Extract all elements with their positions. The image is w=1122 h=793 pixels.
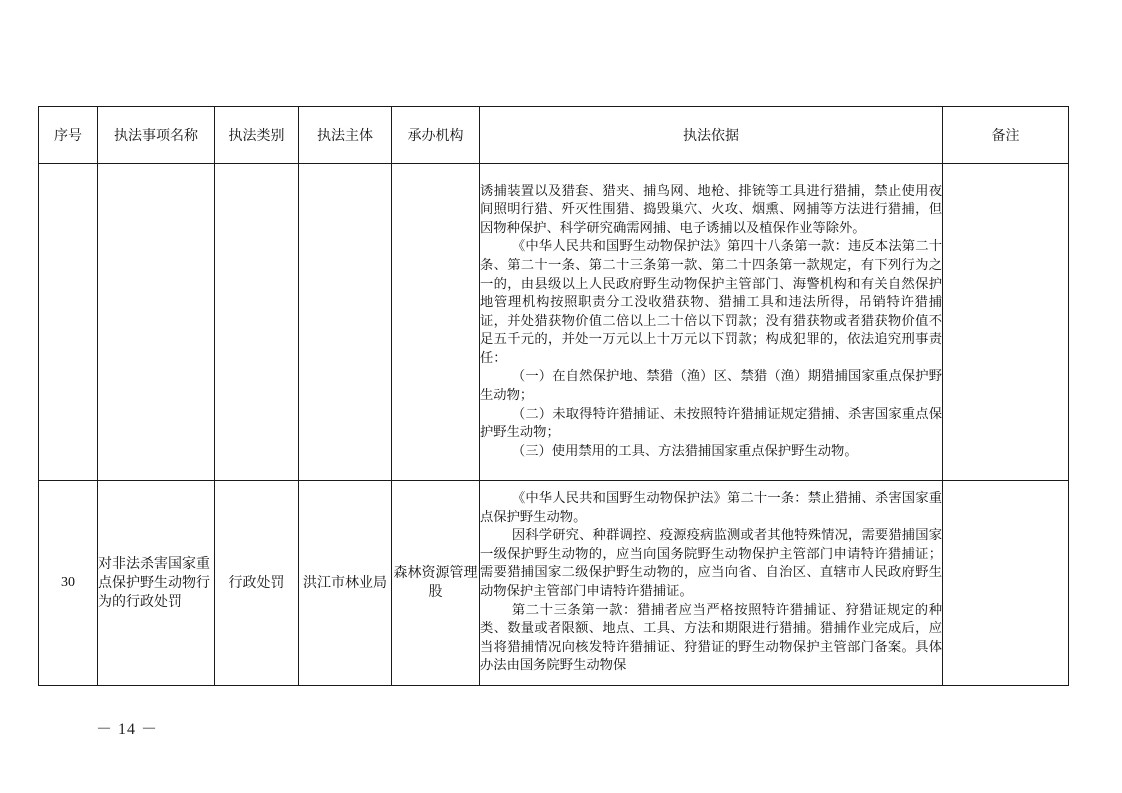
item-name-cell bbox=[98, 164, 215, 481]
seq-cell bbox=[39, 164, 98, 481]
item-name-cell: 对非法杀害国家重点保护野生动物行为的行政处罚 bbox=[98, 481, 215, 686]
header-basis: 执法依据 bbox=[480, 107, 943, 164]
remarks-cell bbox=[943, 481, 1069, 686]
agency-cell bbox=[392, 164, 480, 481]
seq-cell: 30 bbox=[39, 481, 98, 686]
header-seq: 序号 bbox=[39, 107, 98, 164]
basis-paragraph: （三）使用禁用的工具、方法猎捕国家重点保护野生动物。 bbox=[511, 443, 858, 459]
subject-cell bbox=[299, 164, 392, 481]
basis-paragraph: （二）未取得特许猎捕证、未按照特许猎捕证规定猎捕、杀害国家重点保护野生动物； bbox=[480, 406, 942, 441]
basis-paragraph: 因科学研究、种群调控、疫源疫病监测或者其他特殊情况，需要猎捕国家一级保护野生动物的，应当向国务院野生动物保护主管部门申请特许猎捕证；需要猎捕国家二级保护野生动物的，应当向省、自治区、直辖市人民政府野生动物保护主管部门申请特许猎捕证。 bbox=[480, 528, 942, 599]
category-cell: 行政处罚 bbox=[215, 481, 299, 686]
basis-paragraph: 《中华人民共和国野生动物保护法》第二十一条：禁止猎捕、杀害国家重点保护野生动物。 bbox=[480, 491, 942, 525]
law-enforcement-table bbox=[38, 106, 1069, 686]
table-row bbox=[39, 481, 1069, 686]
subject-cell: 洪江市林业局 bbox=[299, 481, 392, 686]
header-subject: 执法主体 bbox=[299, 107, 392, 164]
basis-paragraph: 诱捕装置以及猎套、猎夹、捕鸟网、地枪、排铳等工具进行猎捕，禁止使用夜间照明行猎、歼灭性围猎、捣毁巢穴、火攻、烟熏、网捕等方法进行猎捕，但因物种保护、科学研究确需网捕、电子诱捕以及植保作业等除外。 bbox=[480, 183, 942, 236]
basis-cell bbox=[480, 164, 943, 481]
page-number: － 14 － bbox=[96, 721, 159, 738]
header-category: 执法类别 bbox=[215, 107, 299, 164]
header-remarks: 备注 bbox=[943, 107, 1069, 164]
remarks-cell bbox=[943, 164, 1069, 481]
basis-paragraph: 第二十三条第一款：猎捕者应当严格按照特许猎捕证、狩猎证规定的种类、数量或者限额、地点、工具、方法和期限进行猎捕。猎捕作业完成后，应当将猎捕情况向核发特许猎捕证、狩猎证的野生动物保护主管部门备案。具体办法由国务院野生动物保 bbox=[480, 602, 942, 674]
basis-paragraph: 《中华人民共和国野生动物保护法》第四十八条第一款：违反本法第二十条、第二十一条、第二十三条第一款、第二十四条第一款规定，有下列行为之一的，由县级以上人民政府野生动物保护主管部门、海警机构和有关自然保护地管理机构按照职责分工没收猎获物、猎捕工具和违法所得，吊销特许猎捕证，并处猎获物价值二倍以上二十倍以下罚款；没有猎获物或者猎获物价值不足五千元的，并处一万元以上十万元以下罚款；构成犯罪的，依法追究刑事责任： bbox=[480, 239, 942, 366]
header-agency: 承办机构 bbox=[392, 107, 480, 164]
header-item-name: 执法事项名称 bbox=[98, 107, 215, 164]
agency-cell: 森林资源管理股 bbox=[392, 481, 480, 686]
basis-cell bbox=[480, 481, 943, 686]
category-cell bbox=[215, 164, 299, 481]
header-row bbox=[39, 107, 1069, 164]
table-row bbox=[39, 164, 1069, 481]
basis-paragraph: （一）在自然保护地、禁猎（渔）区、禁猎（渔）期猎捕国家重点保护野生动物； bbox=[480, 369, 942, 404]
